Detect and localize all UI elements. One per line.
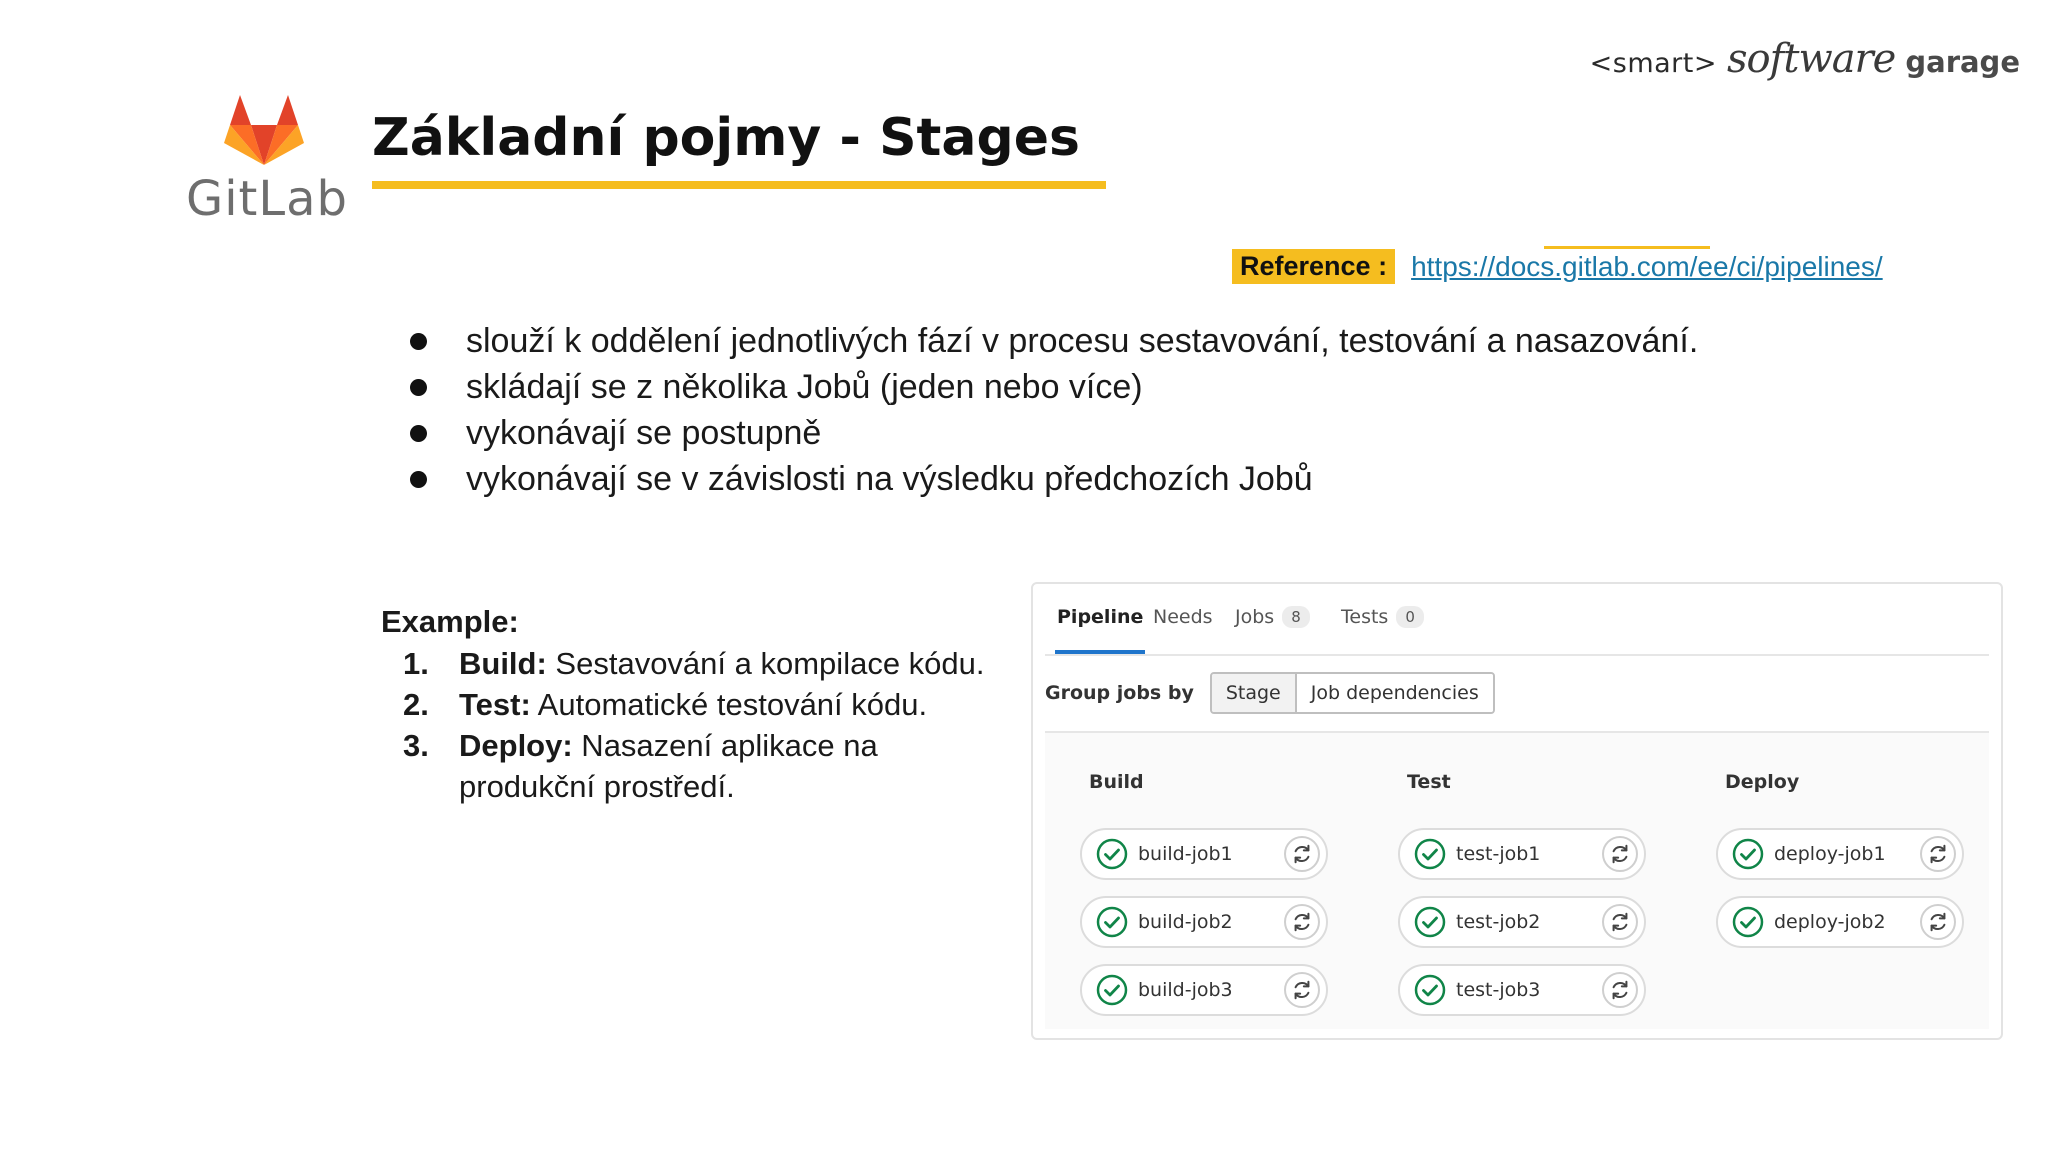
group-jobs-by-label: Group jobs by [1045,682,1194,704]
reference-link[interactable]: https://docs.gitlab.com/ee/ci/pipelines/ [1411,250,1883,282]
reference [1232,249,1883,284]
job-name: build-job3 [1138,979,1233,1001]
stage-name: Test [1407,771,1451,793]
gitlab-tanuki-icon [224,95,304,167]
success-check-icon [1732,906,1764,938]
job-name: deploy-job2 [1774,911,1886,933]
job-build-job1[interactable] [1080,828,1328,880]
page-title: Základní pojmy - Stages [372,108,1080,168]
example-item-text: Nasazení aplikace na produkční prostředí. [459,728,878,804]
example-item-number: 2. [403,687,429,722]
success-check-icon [1414,906,1446,938]
example-item-key: Deploy: [459,728,573,763]
brand-software: software [1726,36,1896,82]
group-by-stage-button[interactable]: Stage [1212,674,1297,712]
success-check-icon [1096,906,1128,938]
job-name: build-job1 [1138,843,1233,865]
tab-label: Jobs [1235,606,1275,628]
stage-name: Deploy [1725,771,1800,793]
active-tab-indicator [1055,650,1145,654]
example-item-text: Sestavování a kompilace kódu. [546,646,985,681]
brand-logo [1590,36,2020,96]
reference-label: Reference : [1232,249,1395,284]
tab-label: Tests [1341,606,1389,628]
job-name: test-job2 [1456,911,1541,933]
bullet-item: slouží k oddělení jednotlivých fází v procesu sestavování, testování a nasazování. [404,318,1698,364]
job-test-job3[interactable] [1398,964,1646,1016]
job-name: build-job2 [1138,911,1233,933]
job-build-job3[interactable] [1080,964,1328,1016]
retry-icon[interactable] [1284,972,1320,1008]
example-item [381,725,1021,807]
tests-count-badge: 0 [1396,606,1424,628]
job-build-job2[interactable] [1080,896,1328,948]
tab-jobs[interactable] [1235,606,1310,628]
example-item [381,684,1021,725]
brand-smart: <smart> [1589,48,1717,79]
tab-pipeline[interactable] [1057,606,1143,628]
job-name: deploy-job1 [1774,843,1886,865]
example-item-key: Test: [459,687,531,722]
group-by-toggle [1210,672,1495,714]
success-check-icon [1414,974,1446,1006]
tab-needs[interactable] [1153,606,1213,628]
retry-icon[interactable] [1284,836,1320,872]
tab-label: Needs [1153,606,1213,628]
retry-icon[interactable] [1920,904,1956,940]
job-deploy-job2[interactable] [1716,896,1964,948]
example-item-key: Build: [459,646,547,681]
job-name: test-job1 [1456,843,1541,865]
gitlab-logo [186,95,348,230]
job-test-job1[interactable] [1398,828,1646,880]
bullet-item: vykonávají se postupně [404,410,1698,456]
tab-tests[interactable] [1341,606,1424,628]
gitlab-wordmark: GitLab [186,171,348,227]
retry-icon[interactable] [1602,836,1638,872]
jobs-count-badge: 8 [1282,606,1310,628]
success-check-icon [1096,974,1128,1006]
example-item [381,643,1021,684]
retry-icon[interactable] [1920,836,1956,872]
bullet-item: vykonávají se v závislosti na výsledku předchozích Jobů [404,456,1698,502]
example-item-text: Automatické testování kódu. [530,687,928,722]
title-underline [372,181,1106,189]
job-name: test-job3 [1456,979,1541,1001]
pipeline-tabs [1045,584,1989,656]
retry-icon[interactable] [1602,972,1638,1008]
success-check-icon [1732,838,1764,870]
pipeline-graph [1045,731,1989,1029]
example-item-number: 3. [403,728,429,763]
success-check-icon [1414,838,1446,870]
example-heading: Example: [381,604,519,639]
success-check-icon [1096,838,1128,870]
example-section [381,601,1021,807]
brand-garage: garage [1905,45,2020,79]
retry-icon[interactable] [1602,904,1638,940]
pipeline-panel [1031,582,2003,1040]
example-list [381,643,1021,807]
job-test-job2[interactable] [1398,896,1646,948]
tab-label: Pipeline [1057,606,1144,628]
group-by-dependencies-button[interactable]: Job dependencies [1297,674,1493,712]
retry-icon[interactable] [1284,904,1320,940]
stage-name: Build [1089,771,1144,793]
group-jobs-by [1045,672,1495,714]
job-deploy-job1[interactable] [1716,828,1964,880]
example-item-number: 1. [403,646,429,681]
bullet-list [404,318,1698,502]
bullet-item: skládají se z několika Jobů (jeden nebo více) [404,364,1698,410]
